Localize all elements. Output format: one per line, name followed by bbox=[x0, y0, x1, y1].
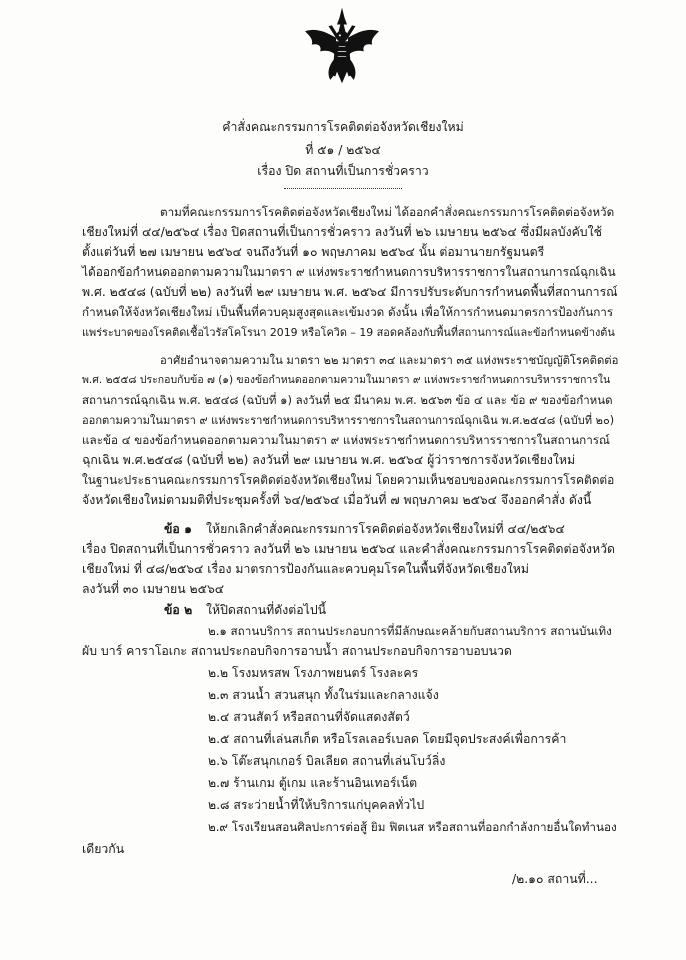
paragraph-1-line: เชียงใหม่ที่ ๔๔/๒๕๖๔ เรื่อง ปิดสถานที่เป็นการชั่วคราว ลงวันที่ ๒๖ เมษายน ๒๕๖๔ ซึ่งมีผลบังคับใช้ bbox=[82, 225, 602, 239]
clause-2-item: เดียวกัน bbox=[82, 842, 125, 856]
clause-1-label: ข้อ ๑ bbox=[164, 522, 192, 536]
clause-2-item: ๒.๘ สระว่ายน้ำที่ให้บริการแก่บุคคลทั่วไป bbox=[208, 798, 425, 812]
paragraph-2-line: และข้อ ๔ ของข้อกำหนดออกตามความในมาตรา ๙ แห่งพระราชกำหนดการบริหารราชการในสถานการณ์ bbox=[82, 433, 610, 447]
clause-2-item: ๒.๙ โรงเรียนสอนศิลปะการต่อสู้ ยิม ฟิตเนส หรือสถานที่ออกกำลังกายอื่นใดทำนอง bbox=[208, 820, 617, 834]
clause-2-item: ๒.๖ โต๊ะสนุกเกอร์ บิลเลียด สถานที่เล่นโบว์ลิ่ง bbox=[208, 754, 446, 768]
clause-2-item: ๒.๑ สถานบริการ สถานประกอบการที่มีลักษณะคล้ายกับสถานบริการ สถานบันเทิง bbox=[208, 624, 612, 638]
paragraph-1-line: ตั้งแต่วันที่ ๒๗ เมษายน ๒๕๖๔ จนถึงวันที่ ๑๐ พฤษภาคม ๒๕๖๔ นั้น ต่อมานายกรัฐมนตรี bbox=[82, 245, 545, 259]
paragraph-2-line: อาศัยอำนาจตามความใน มาตรา ๒๒ มาตรา ๓๔ และมาตรา ๓๕ แห่งพระราชบัญญัติโรคติดต่อ bbox=[160, 354, 619, 367]
paragraph-2-line: ฉุกเฉิน พ.ศ.๒๕๔๘ (ฉบับที่ ๒๒) ลงวันที่ ๒๙ เมษายน พ.ศ. ๒๕๖๔ ผู้ว่าราชการจังหวัดเชียงใหม่ bbox=[82, 453, 576, 467]
garuda-emblem-icon bbox=[300, 6, 384, 90]
clause-1-line: ลงวันที่ ๓๐ เมษายน ๒๕๖๔ bbox=[82, 582, 225, 596]
clause-2-item: ๒.๒ โรงมหรสพ โรงภาพยนตร์ โรงละคร bbox=[208, 666, 419, 680]
clause-2-item: ๒.๕ สถานที่เล่นสเก็ต หรือโรลเลอร์เบลด โดยมีจุดประสงค์เพื่อการค้า bbox=[208, 732, 567, 746]
clause-2-text: ให้ปิดสถานที่ดังต่อไปนี้ bbox=[206, 603, 327, 617]
paragraph-2-line: ในฐานะประธานคณะกรรมการโรคติดต่อจังหวัดเชียงใหม่ โดยความเห็นชอบของคณะกรรมการโรคติดต่อ bbox=[82, 473, 615, 487]
order-subject: เรื่อง ปิด สถานที่เป็นการชั่วคราว bbox=[257, 164, 429, 178]
paragraph-2-line: จังหวัดเชียงใหม่ตามมติที่ประชุมครั้งที่ ๖๔/๒๕๖๔ เมื่อวันที่ ๗ พฤษภาคม ๒๕๖๔ จึงออกคำสั่ง ดังนี้ bbox=[82, 493, 592, 507]
clause-2-item: ๒.๓ สวนน้ำ สวนสนุก ทั้งในร่มและกลางแจ้ง bbox=[208, 688, 439, 702]
paragraph-2-line: พ.ศ. ๒๕๕๘ ประกอบกับข้อ ๗ (๑) ของข้อกำหนดออกตามความในมาตรา ๙ แห่งพระราชกำหนดการบริหารราชการใน bbox=[82, 374, 611, 386]
order-title: คำสั่งคณะกรรมการโรคติดต่อจังหวัดเชียงใหม่ bbox=[222, 120, 464, 134]
clause-1-line: เชียงใหม่ ที่ ๔๘/๒๕๖๔ เรื่อง มาตรการป้องกันและควบคุมโรคในพื้นที่จังหวัดเชียงใหม่ bbox=[82, 562, 529, 576]
paragraph-1-line: ตามที่คณะกรรมการโรคติดต่อจังหวัดเชียงใหม่ ได้ออกคำสั่งคณะกรรมการโรคติดต่อจังหวัด bbox=[160, 205, 615, 219]
paragraph-2-line: ออกตามความในมาตรา ๙ แห่งพระราชกำหนดการบริหารราชการในสถานการณ์ฉุกเฉิน พ.ศ.๒๕๔๘ (ฉบับที่ ๒๐) bbox=[82, 414, 615, 427]
dotted-divider bbox=[284, 188, 402, 189]
clause-1-line: เรื่อง ปิดสถานที่เป็นการชั่วคราว ลงวันที่ ๒๖ เมษายน ๒๕๖๔ และคำสั่งคณะกรรมการโรคติดต่อจังหวัด bbox=[82, 542, 616, 556]
paragraph-1-line: กำหนดให้จังหวัดเชียงใหม่ เป็นพื้นที่ควบคุมสูงสุดและเข้มงวด ดังนั้น เพื่อให้การกำหนดมาตรการป้องกันการ bbox=[82, 305, 614, 319]
page-continuation: /๒.๑๐ สถานที่... bbox=[512, 872, 598, 886]
clause-2-item: ๒.๔ สวนสัตว์ หรือสถานที่จัดแสดงสัตว์ bbox=[208, 710, 410, 724]
order-number: ที่ ๕๑ / ๒๕๖๔ bbox=[305, 143, 381, 157]
clause-2-item: ๒.๗ ร้านเกม ตู้เกม และร้านอินเทอร์เน็ต bbox=[208, 776, 418, 790]
clause-1-line: ให้ยกเลิกคำสั่งคณะกรรมการโรคติดต่อจังหวัดเชียงใหม่ที่ ๔๔/๒๕๖๔ bbox=[206, 522, 565, 536]
paragraph-2-line: สถานการณ์ฉุกเฉิน พ.ศ. ๒๕๔๘ (ฉบับที่ ๑) ลงวันที่ ๒๕ มีนาคม พ.ศ. ๒๕๖๓ ข้อ ๔ และ ข้อ ๙ ของข้อกำหนด bbox=[82, 393, 613, 407]
paragraph-1-line: พ.ศ. ๒๕๔๘ (ฉบับที่ ๒๒) ลงวันที่ ๒๙ เมษายน พ.ศ. ๒๕๖๔ มีการปรับระดับการกำหนดพื้นที่สถานการณ์ bbox=[82, 285, 618, 299]
paragraph-1-line: แพร่ระบาดของโรคติดเชื้อไวรัสโคโรนา 2019 หรือโควิด – 19 สอดคล้องกับพื้นที่สถานการณ์และข้อกำหนดข้างต้น bbox=[82, 326, 615, 339]
paragraph-1-line: ได้ออกข้อกำหนดออกตามความในมาตรา ๙ แห่งพระราชกำหนดการบริหารราชการในสถานการณ์ฉุกเฉิน bbox=[82, 265, 616, 279]
clause-2-label: ข้อ ๒ bbox=[164, 603, 193, 617]
clause-2-item: ผับ บาร์ คาราโอเกะ สถานประกอบกิจการอาบน้ำ สถานประกอบกิจการอาบอบนวด bbox=[82, 644, 512, 658]
